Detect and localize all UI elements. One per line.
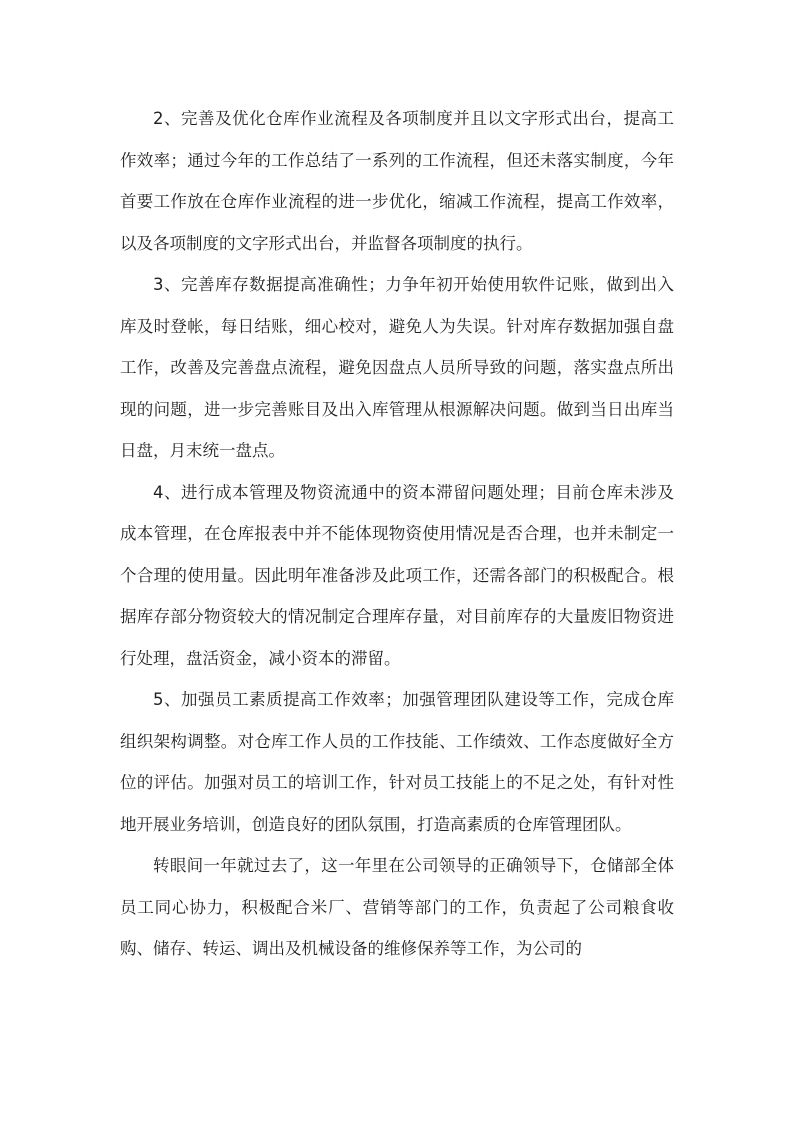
document-body: [120, 98, 674, 970]
paragraph-item-4-cost-management: 4、进行成本管理及物资流通中的资本滞留问题处理；目前仓库未涉及成本管理，在仓库报表中并不能体现物资使用情况是否合理，也并未制定一个合理的使用量。因此明年准备涉及此项工作，还需各部门的积极配合。根据库存部分物资较大的情况制定合理库存量，对目前库存的大量废旧物资进行处理，盘活资金，减小资本的滞留。: [120, 482, 674, 668]
paragraph-item-5-staff-quality: 5、加强员工素质提高工作效率；加强管理团队建设等工作，完成仓库组织架构调整。对仓库工作人员的工作技能、工作绩效、工作态度做好全方位的评估。加强对员工的培训工作，针对员工技能上的不足之处，有针对性地开展业务培训，创造良好的团队氛围，打造高素质的仓库管理团队。: [120, 690, 674, 834]
paragraph-year-summary: 转眼间一年就过去了，这一年里在公司领导的正确领导下，仓储部全体员工同心协力，积极配合米厂、营销等部门的工作，负责起了公司粮食收购、储存、转运、调出及机械设备的维修保养等工作，为公司的: [120, 856, 674, 958]
paragraph-item-3-inventory-data: 3、完善库存数据提高准确性；力争年初开始使用软件记账，做到出入库及时登帐，每日结账，细心校对，避免人为失误。针对库存数据加强自盘工作，改善及完善盘点流程，避免因盘点人员所导致的问题，落实盘点所出现的问题，进一步完善账目及出入库管理从根源解决问题。做到当日出库当日盘，月末统一盘点。: [120, 275, 674, 460]
paragraph-item-2-workflow: 2、完善及优化仓库作业流程及各项制度并且以文字形式出台，提高工作效率；通过今年的工作总结了一系列的工作流程，但还未落实制度，今年首要工作放在仓库作业流程的进一步优化，缩减工作流程，提高工作效率，以及各项制度的文字形式出台，并监督各项制度的执行。: [120, 109, 674, 253]
